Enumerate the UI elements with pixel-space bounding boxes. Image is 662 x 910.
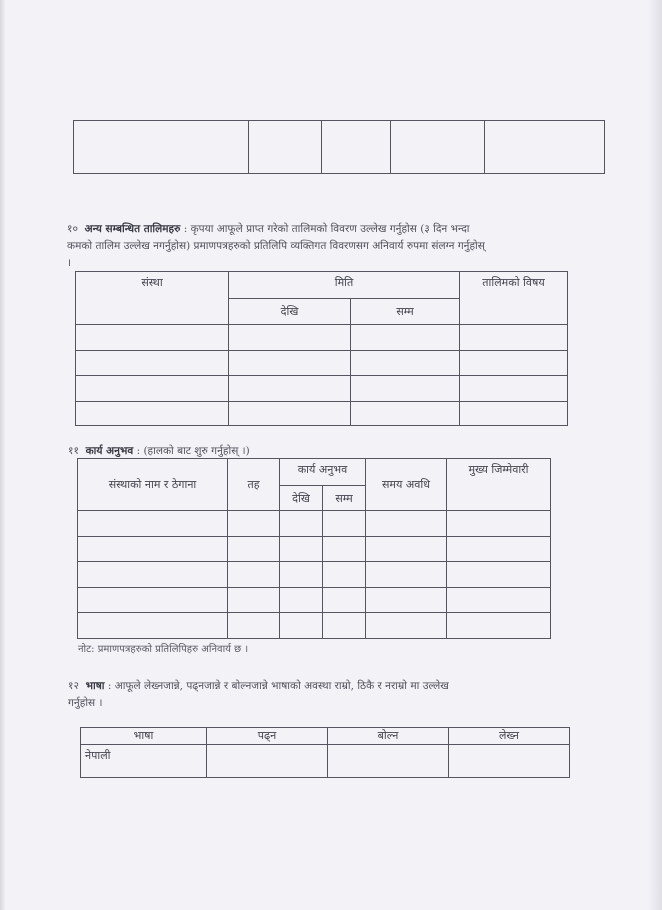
header-to: सम्म — [351, 299, 460, 325]
table-cell — [78, 537, 228, 562]
table-cell — [460, 325, 568, 351]
table-cell — [78, 562, 228, 588]
header-training-subject: तालिमको विषय — [460, 272, 568, 325]
header-institution: संस्था — [76, 272, 229, 325]
section-11-title: कार्य अनुभव — [85, 445, 134, 457]
header-work-experience: कार्य अनुभव — [280, 459, 366, 486]
table-cell — [351, 351, 460, 376]
section-10-intro — [67, 221, 567, 272]
table-cell — [460, 376, 568, 402]
section-12-line1: : आफूले लेख्नजान्ने, पढ्नजान्ने र बोल्नजान्ने भाषाको अवस्था राम्रो, ठिकै र नराम्रो मा उल्लेख — [107, 680, 449, 692]
table-cell — [323, 511, 366, 537]
table-cell — [323, 613, 366, 639]
table-cell — [351, 402, 460, 426]
table-cell — [229, 351, 351, 376]
table-cell — [323, 562, 366, 588]
table-cell — [366, 613, 447, 639]
table-cell — [323, 588, 366, 613]
table-cell — [76, 351, 229, 376]
section-12-number: १२ — [68, 680, 79, 692]
table-cell — [351, 376, 460, 402]
header-main-responsibility: मुख्य जिम्मेवारी — [447, 459, 551, 511]
header-from: देखि — [280, 486, 323, 511]
table-cell — [366, 511, 447, 537]
table-cell — [449, 745, 570, 778]
table-cell — [366, 537, 447, 562]
work-experience-table — [77, 458, 551, 639]
table-cell — [366, 588, 447, 613]
table-cell — [460, 351, 568, 376]
table-cell — [228, 537, 280, 562]
table-cell — [447, 537, 551, 562]
table-cell — [323, 537, 366, 562]
header-read: पढ्न — [207, 728, 328, 745]
table-cell — [322, 121, 391, 174]
table-cell — [447, 588, 551, 613]
header-write: लेख्न — [449, 728, 570, 745]
header-from: देखि — [229, 299, 351, 325]
table-cell — [228, 588, 280, 613]
table-cell — [249, 121, 322, 174]
header-to: सम्म — [323, 486, 366, 511]
section-10-number: १० — [67, 223, 78, 235]
table-cell — [229, 325, 351, 351]
section-11-subtitle: : (हालको बाट शुरु गर्नुहोस् ।) — [136, 445, 250, 457]
section-10-line2: कमको तालिम उल्लेख नगर्नुहोस) प्रमाणपत्रहरुको प्रतिलिपि व्यक्तिगत विवरणसग अनिवार्य रुपमा संलग्न गर्नुहोस् — [67, 240, 485, 252]
table-cell — [76, 402, 229, 426]
table-cell — [207, 745, 328, 778]
training-table — [75, 271, 568, 426]
table-cell — [460, 402, 568, 426]
page-shadow-right — [648, 0, 662, 910]
table-cell — [366, 562, 447, 588]
table-cell — [485, 121, 605, 174]
table-cell — [391, 121, 485, 174]
table-cell — [78, 588, 228, 613]
table-cell — [280, 562, 323, 588]
header-language: भाषा — [81, 728, 207, 745]
table-cell — [447, 511, 551, 537]
table-cell — [328, 745, 449, 778]
table-cell — [228, 613, 280, 639]
header-date: मिति — [229, 272, 460, 299]
top-table — [73, 120, 605, 174]
table-cell — [447, 613, 551, 639]
certificate-note: नोट: प्रमाणपत्रहरुको प्रतिलिपिहरु अनिवार्य छ । — [78, 644, 249, 655]
table-cell — [229, 402, 351, 426]
table-cell — [280, 588, 323, 613]
section-10-line1: : कृपया आफूले प्राप्त गरेको तालिमको विवरण उल्लेख गर्नुहोस (३ दिन भन्दा — [183, 223, 470, 235]
section-10-title: अन्य सम्बन्धित तालिमहरु — [84, 223, 181, 235]
section-11-number: ११ — [68, 445, 79, 457]
table-cell — [280, 511, 323, 537]
header-speak: बोल्न — [328, 728, 449, 745]
section-12-intro — [68, 678, 568, 712]
table-cell — [228, 562, 280, 588]
header-org-name-address: संस्थाको नाम र ठेगाना — [78, 459, 228, 511]
table-cell — [78, 511, 228, 537]
table-cell — [447, 562, 551, 588]
page-shadow-left — [0, 0, 6, 910]
table-cell — [280, 613, 323, 639]
section-12-line2: गर्नुहोस । — [68, 697, 103, 709]
header-duration: समय अवधि — [366, 459, 447, 511]
table-cell — [228, 511, 280, 537]
table-cell — [76, 325, 229, 351]
table-cell — [229, 376, 351, 402]
table-cell — [76, 376, 229, 402]
section-12-title: भाषा — [85, 680, 105, 692]
language-table — [80, 727, 570, 778]
section-10-line3: । — [67, 257, 71, 269]
language-name-cell: नेपाली — [81, 745, 207, 778]
table-cell — [78, 613, 228, 639]
table-cell — [351, 325, 460, 351]
header-level: तह — [228, 459, 280, 511]
table-cell — [74, 121, 249, 174]
table-cell — [280, 537, 323, 562]
